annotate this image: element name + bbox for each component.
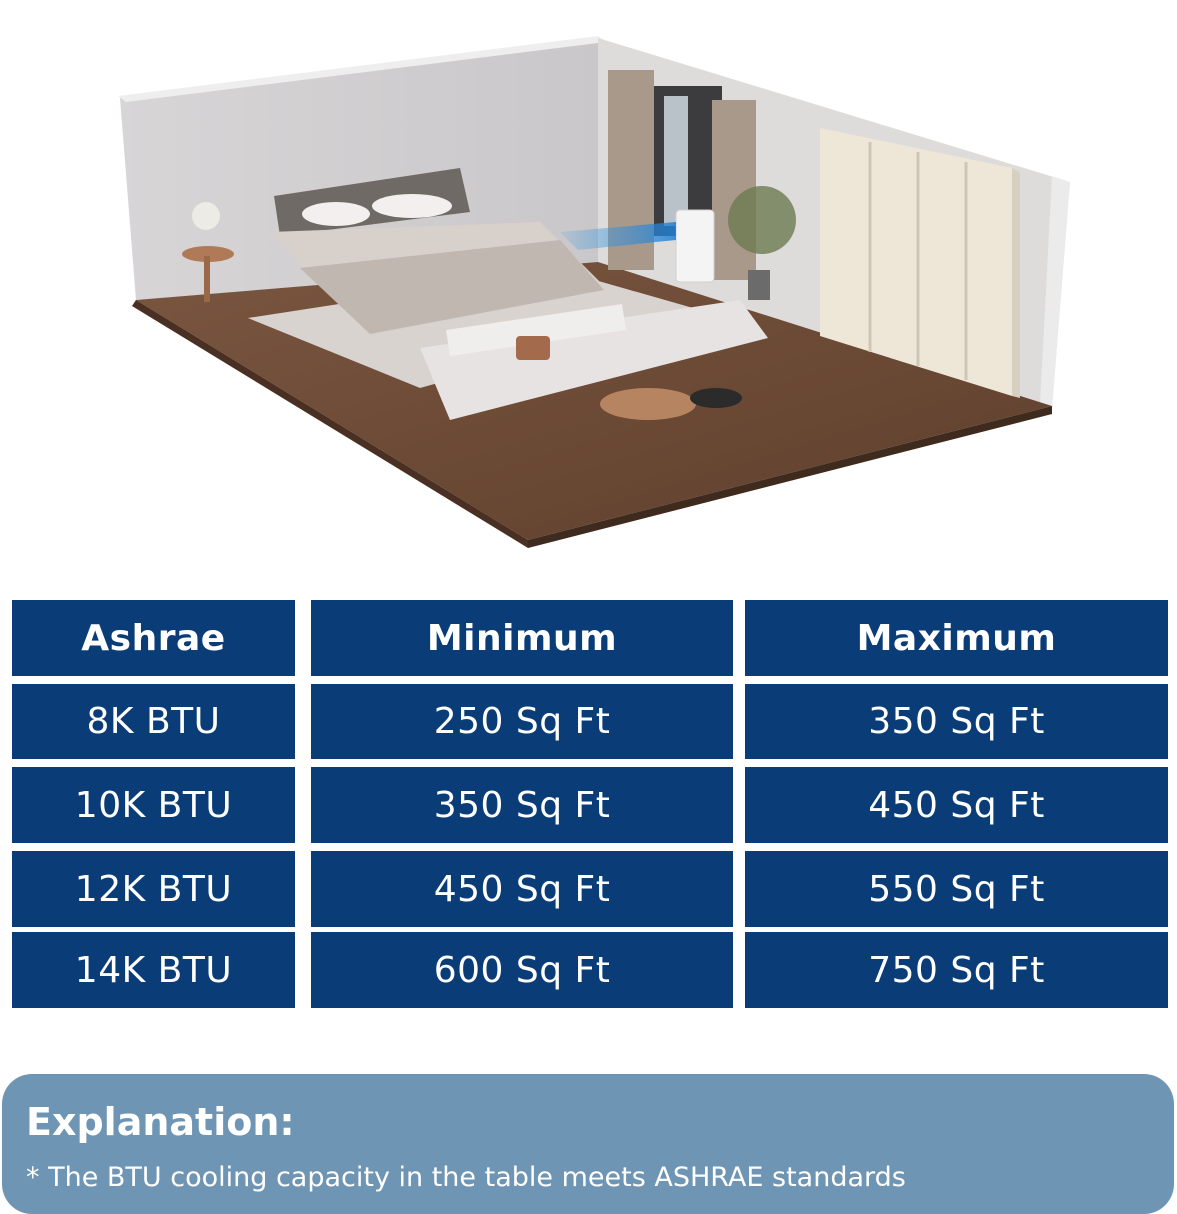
table-cell: 350 Sq Ft: [745, 684, 1168, 759]
table-cell: 450 Sq Ft: [311, 851, 733, 927]
table-cell: 10K BTU: [12, 767, 295, 843]
portable-air-conditioner: [676, 210, 714, 282]
plant-pot: [748, 270, 770, 300]
pillow-2: [372, 194, 452, 218]
table-cell: 8K BTU: [12, 684, 295, 759]
window-light: [664, 96, 688, 226]
plant: [728, 186, 796, 254]
table-header-cell: Ashrae: [12, 600, 295, 676]
table-cell: 12K BTU: [12, 851, 295, 927]
flowers: [192, 202, 220, 230]
table-cell: 350 Sq Ft: [311, 767, 733, 843]
table-cell: 250 Sq Ft: [311, 684, 733, 759]
coffee-table: [600, 388, 696, 420]
explanation-note: * The BTU cooling capacity in the table meets ASHRAE standards: [26, 1162, 906, 1193]
pillow: [302, 202, 370, 226]
table-cell: 600 Sq Ft: [311, 932, 733, 1008]
wardrobe-side: [1012, 168, 1020, 398]
table-cell: 450 Sq Ft: [745, 767, 1168, 843]
table-cell: 14K BTU: [12, 932, 295, 1008]
table-header-cell: Minimum: [311, 600, 733, 676]
cushion: [516, 336, 550, 360]
table-header-cell: Maximum: [745, 600, 1168, 676]
table-cell: 550 Sq Ft: [745, 851, 1168, 927]
explanation-title: Explanation:: [26, 1100, 295, 1144]
room-illustration: [0, 0, 1177, 560]
side-table-dark: [690, 388, 742, 408]
explanation-panel: [2, 1074, 1174, 1214]
table-cell: 750 Sq Ft: [745, 932, 1168, 1008]
